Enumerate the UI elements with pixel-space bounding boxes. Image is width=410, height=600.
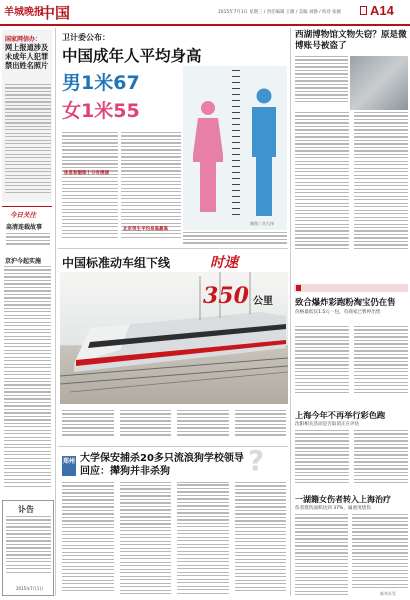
right-photo (350, 56, 408, 110)
female-height: 女1米55 (62, 100, 140, 122)
right-body-4 (295, 514, 348, 596)
notice-body (6, 516, 51, 578)
section-title: 中国 (40, 4, 71, 22)
right-body-1b (295, 112, 408, 274)
bottom-body (62, 482, 286, 594)
divider (58, 248, 288, 249)
right-headline-3: 上海今年不再举行彩色跑 (295, 410, 386, 420)
dateline: 2015年7月1日 星期三 / 责任编辑 王敏 / 美编 刘静 / 校对 张媛 (218, 10, 341, 15)
page-number: A14 (370, 3, 394, 18)
promo-logo: 今日关注 (10, 211, 36, 219)
height-ruler (232, 70, 240, 216)
story-title: 京沪今起实施 (5, 258, 42, 265)
divider (290, 28, 291, 596)
male-figure-icon (248, 88, 280, 216)
photo-credit: 制图／宫大伟 (250, 221, 274, 226)
main-subhead-1: 休息和锻炼十分有规律 (64, 171, 109, 176)
right-body-4b (352, 514, 408, 590)
right-sub-3: 沈阳相关活动是否取消正在评估 (295, 422, 360, 427)
left-box-headline: 网上报道涉及未成年人犯罪禁出姓名照片 (5, 43, 49, 70)
main-subhead-2: 北京男生平均身高最高 (123, 227, 168, 232)
male-height: 男1米67 (62, 72, 140, 94)
newspaper-logo: 羊城晚报 (4, 7, 44, 18)
train-body (62, 410, 286, 442)
divider (55, 28, 56, 596)
promo-title: 高清连载故事 (6, 224, 43, 231)
question-mark: ? (248, 444, 265, 477)
train-speed-unit: 公里 (253, 296, 273, 307)
right-section-icon (296, 285, 301, 291)
left-box-body (5, 84, 51, 198)
main-body-col1 (62, 132, 118, 244)
right-sub-4: 伤者烧伤面积达到 37%，属重度烧伤 (295, 506, 371, 511)
bottom-headline: 大学保安捕杀20多只流浪狗学校领导回应：撵狗并非杀狗 (80, 453, 244, 477)
right-headline-1: 西湖博物馆文物失窃？原是微博账号被盗了 (295, 30, 407, 51)
left-box-title: 国家网信办： (5, 36, 42, 43)
notice-title: 讣告 (18, 505, 34, 514)
right-photo-credit: 新华社发 (380, 591, 396, 596)
main-body-col3 (183, 232, 287, 246)
right-body-2 (295, 326, 408, 404)
page-icon (360, 6, 367, 15)
right-sub-2: 价格最低仅1.5元一包，有商家已暂停出售 (295, 310, 381, 315)
train-speed-number: 350 (203, 283, 249, 309)
right-headline-2: 致合爆炸彩跑粉淘宝仍在售 (295, 297, 396, 307)
main-kicker: 卫计委公布： (62, 33, 110, 42)
female-figure-icon (193, 100, 223, 216)
notice-sign: 2015年7月1日 (16, 586, 44, 591)
right-section-bar (294, 284, 408, 292)
left-story-body (4, 266, 51, 496)
train-headline-speed-word: 时速 (210, 255, 238, 271)
city-tag: 郑州 (62, 456, 76, 476)
main-headline: 中国成年人平均身高 (62, 47, 202, 65)
promo-body (6, 233, 50, 249)
right-headline-4: 一湖籍女伤者转入上海治疗 (295, 495, 391, 504)
train-headline: 中国标准动车组下线 (62, 256, 171, 270)
right-body-3 (295, 430, 408, 490)
right-body-1 (295, 56, 348, 104)
